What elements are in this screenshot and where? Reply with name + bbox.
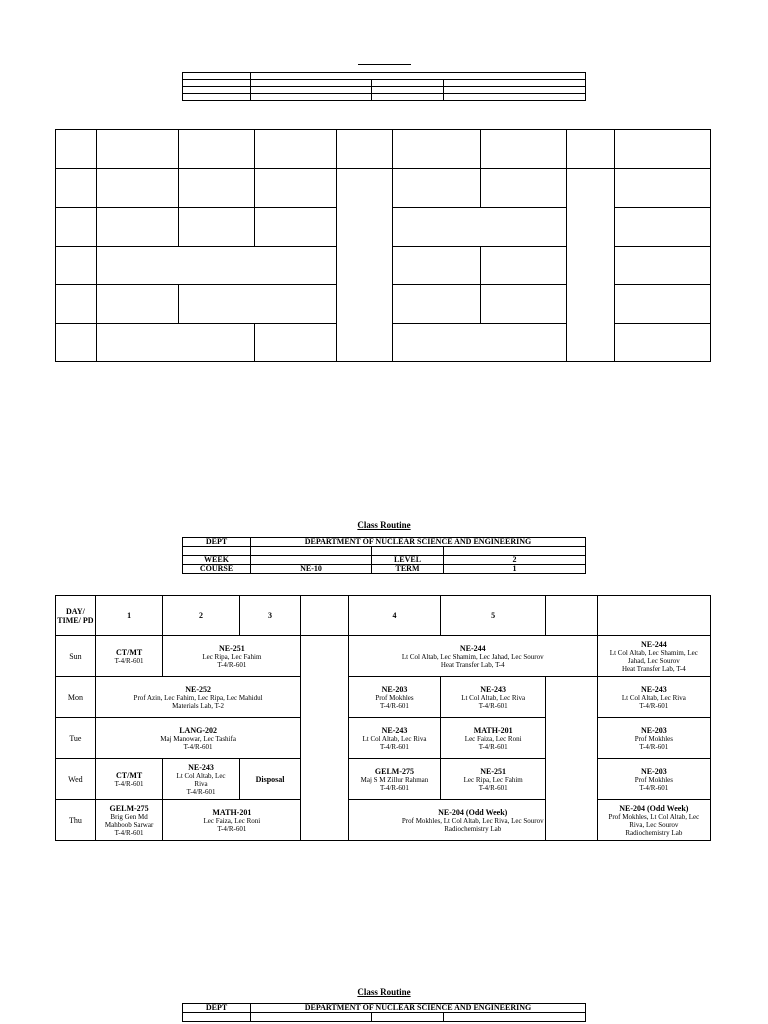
teachers: Brig Gen Md	[110, 812, 148, 821]
room: T-4/R-601	[186, 787, 216, 796]
course-code: NE-203	[640, 766, 667, 776]
room: T-4/R-601	[380, 742, 409, 751]
room: T-4/R-601	[217, 824, 247, 833]
tue-class-4	[597, 718, 710, 759]
course-code: NE-243	[188, 762, 214, 772]
course-code: NE-251	[480, 766, 507, 776]
course-code: NE-243	[640, 684, 667, 694]
teachers: Lt Col Altab, Lec	[176, 771, 226, 780]
room: T-4/R-601	[114, 656, 144, 665]
teachers: Prof Mokhles, Lt Col Altab, Lec	[608, 812, 700, 821]
mon-class-2	[348, 677, 440, 718]
routine-grid	[55, 595, 711, 841]
course-code: NE-244	[459, 643, 486, 653]
dept-value: DEPARTMENT OF NUCLEAR SCIENCE AND ENGINEERING	[251, 1004, 586, 1013]
period-3-header: 3	[239, 596, 301, 636]
routine-header-table-3	[182, 1003, 586, 1022]
room: T-4/R-601	[114, 779, 144, 788]
dept-label: DEPT	[183, 1004, 251, 1013]
week-label: WEEK	[183, 556, 251, 565]
day-sun: Sun	[56, 636, 96, 677]
wed-class-6	[597, 759, 710, 800]
course-value: NE-10	[251, 565, 372, 574]
thu-class-1	[95, 800, 163, 841]
tue-class-3	[441, 718, 546, 759]
wed-class-3	[239, 759, 301, 800]
term-value: 1	[444, 565, 586, 574]
period-1-header: 1	[95, 596, 163, 636]
course-code: MATH-201	[212, 807, 252, 817]
page1-title-underline	[358, 64, 411, 65]
teachers: Lec Ripa, Lec Fahim	[463, 775, 523, 784]
room: Heat Transfer Lab, T-4	[621, 664, 686, 673]
course-code: NE-252	[185, 684, 211, 694]
mon-class-1	[95, 677, 301, 718]
day-time-header: DAY/ TIME/ PD	[56, 596, 96, 636]
course-code: NE-204 (Odd Week)	[619, 803, 689, 813]
teachers: Lt Col Altab, Lec Riva	[461, 693, 526, 702]
teachers: Maj S M Zillur Rahman	[360, 775, 429, 784]
day-tue: Tue	[56, 718, 96, 759]
room: T-4/R-601	[478, 742, 508, 751]
mon-class-3	[441, 677, 546, 718]
wed-class-5	[441, 759, 546, 800]
teachers: Lec Faiza, Lec Roni	[203, 816, 261, 825]
thu-class-4	[597, 800, 710, 841]
room: T-4/R-601	[217, 660, 247, 669]
room: T-4/R-601	[478, 783, 508, 792]
wed-class-2	[163, 759, 239, 800]
sun-class-4	[597, 636, 710, 677]
break-header	[301, 596, 348, 636]
wed-class-1	[95, 759, 163, 800]
room: Heat Transfer Lab, T-4	[440, 660, 505, 669]
routine-title: Class Routine	[357, 520, 411, 530]
room: T-4/R-601	[114, 828, 144, 837]
period-6-header	[597, 596, 710, 636]
room: Radiochemistry Lab	[444, 824, 502, 833]
teachers: Jahad, Lec Sourov	[627, 656, 680, 665]
room: T-4/R-601	[380, 783, 409, 792]
course-code: NE-251	[218, 643, 245, 653]
course-code: GELM-275	[374, 766, 415, 776]
course-code: NE-203	[381, 684, 408, 694]
page1-header-table	[182, 72, 586, 101]
day-mon: Mon	[56, 677, 96, 718]
course-code: GELM-275	[109, 803, 149, 813]
page1-routine-grid	[55, 129, 711, 362]
room: Radiochemistry Lab	[625, 828, 683, 837]
sun-class-3	[348, 636, 597, 677]
course-code: CT/MT	[115, 770, 143, 780]
teachers: Mahboob Sarwar	[104, 820, 154, 829]
day-wed: Wed	[56, 759, 96, 800]
room: T-4/R-601	[478, 701, 508, 710]
teachers: Prof Mokhles	[634, 734, 673, 743]
sun-class-2	[163, 636, 301, 677]
teachers: Lec Faiza, Lec Roni	[464, 734, 522, 743]
teachers: Prof Mokhles	[634, 775, 673, 784]
break-header	[546, 596, 597, 636]
level-value: 2	[444, 556, 586, 565]
course-code: NE-243	[480, 684, 507, 694]
teachers: Prof Azin, Lec Fahim, Lec Ripa, Lec Mahidul	[133, 693, 263, 702]
course-code: NE-244	[640, 639, 667, 649]
period-5-header: 5	[441, 596, 546, 636]
dept-label: DEPT	[183, 538, 251, 547]
day-thu: Thu	[56, 800, 96, 841]
teachers: Lec Ripa, Lec Fahim	[202, 652, 262, 661]
course-code: CT/MT	[115, 647, 143, 657]
course-code: MATH-201	[473, 725, 513, 735]
room: T-4/R-601	[639, 742, 669, 751]
routine-header-table	[182, 537, 586, 574]
teachers: Riva, Lec Sourov	[629, 820, 679, 829]
thu-class-3	[348, 800, 597, 841]
thu-class-2	[163, 800, 301, 841]
tue-class-1	[95, 718, 301, 759]
room: T-4/R-601	[639, 701, 669, 710]
wed-class-4	[348, 759, 440, 800]
break-column	[301, 636, 348, 841]
teachers: Lt Col Altab, Lec Shamim, Lec Jahad, Lec Sourov	[401, 652, 544, 661]
routine-title-3: Class Routine	[357, 987, 411, 997]
room: Materials Lab, T-2	[172, 701, 225, 710]
room: T-4/R-601	[380, 701, 409, 710]
course-label: COURSE	[183, 565, 251, 574]
tue-class-2	[348, 718, 440, 759]
course-code: Disposal	[255, 774, 285, 784]
room: T-4/R-601	[639, 783, 669, 792]
teachers: Riva	[194, 779, 208, 788]
course-code: NE-203	[640, 725, 667, 735]
dept-value: DEPARTMENT OF NUCLEAR SCIENCE AND ENGINEERING	[251, 538, 586, 547]
mon-class-4	[597, 677, 710, 718]
teachers: Maj Manowar, Lec Tashifa	[160, 734, 236, 743]
period-2-header: 2	[163, 596, 239, 636]
teachers: Lt Col Altab, Lec Shamim, Lec	[609, 648, 698, 657]
teachers: Lt Col Altab, Lec Riva	[621, 693, 686, 702]
term-label: TERM	[372, 565, 444, 574]
teachers: Prof Mokhles	[375, 693, 414, 702]
teachers: Lt Col Altab, Lec Riva	[362, 734, 427, 743]
course-code: LANG-202	[179, 725, 217, 735]
room: T-4/R-601	[183, 742, 213, 751]
course-code: NE-243	[381, 725, 408, 735]
level-label: LEVEL	[372, 556, 444, 565]
course-code: NE-204 (Odd Week)	[438, 807, 508, 817]
period-4-header: 4	[348, 596, 440, 636]
sun-class-1	[95, 636, 163, 677]
teachers: Prof Mokhles, Lt Col Altab, Lec Riva, Lec Sourov	[401, 816, 544, 825]
